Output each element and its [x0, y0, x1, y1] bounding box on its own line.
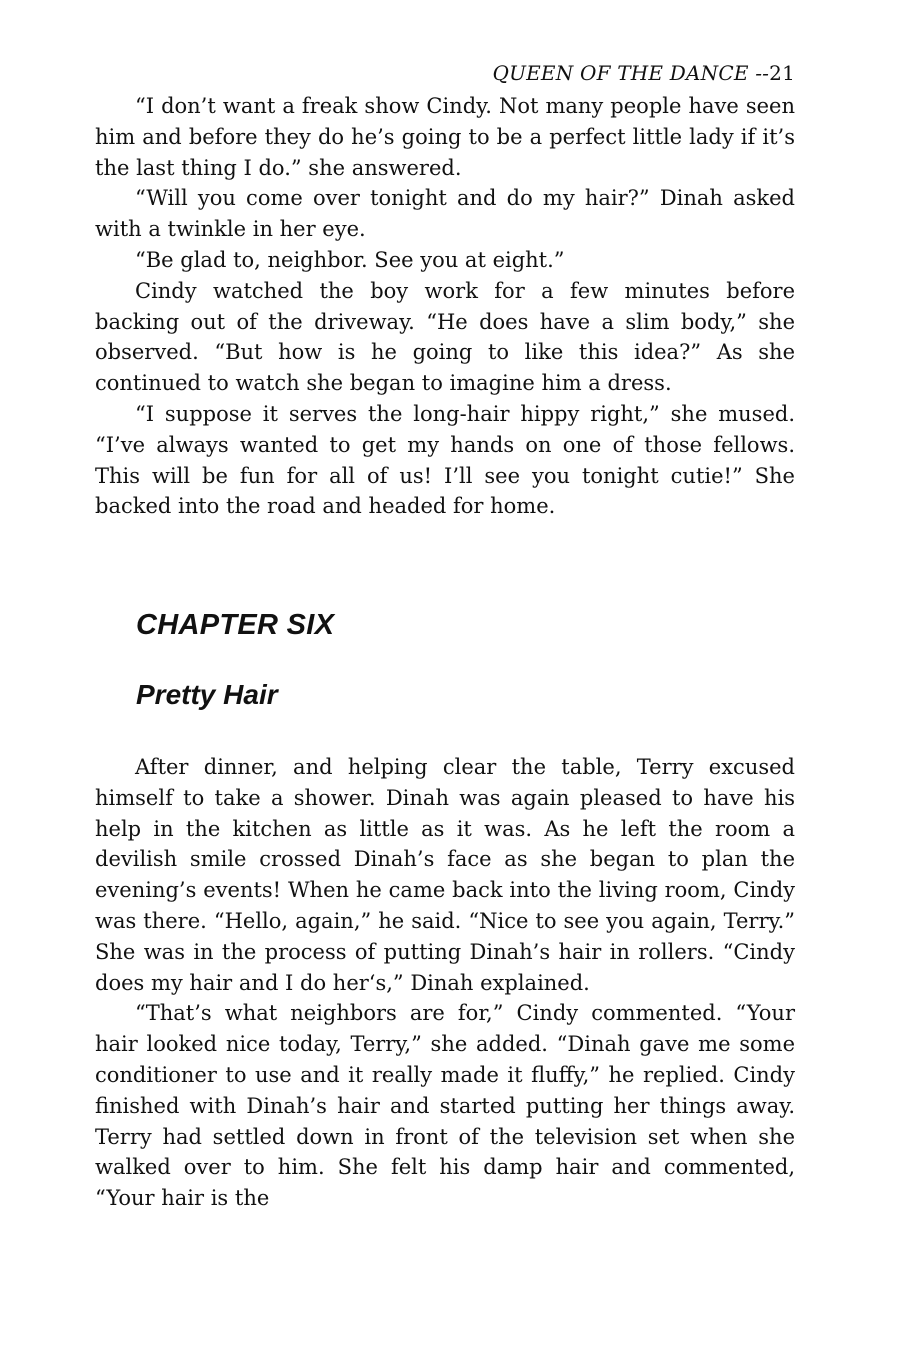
paragraph: “Will you come over tonight and do my hair?” Dinah asked with a twinkle in her eye.: [95, 186, 795, 242]
paragraph: “I don’t want a freak show Cindy. Not many people have seen him and before they do he’s going to be a perfect little lady if it’s the last thing I do.” she answered.: [95, 94, 795, 180]
running-header: [492, 61, 795, 85]
page-number: 21: [769, 61, 795, 85]
paragraph: “That’s what neighbors are for,” Cindy commented. “Your hair looked nice today, Terry,” she added. “Dinah gave me some conditioner to use and it really made it fluffy,” he replied. Cindy finished with Dinah’s hair and started putting her things away. Terry had settled down in front of the television set when she walked over to him. She felt his damp hair and commented, “Your hair is the: [95, 1001, 795, 1211]
body-text-chapter-six: [95, 752, 795, 1214]
paragraph: “I suppose it serves the long-hair hippy right,” she mused. “I’ve always wanted to get my hands on one of those fellows. This will be fun for all of us! I’ll see you tonight cutie!” She backed into the road and headed for home.: [95, 401, 795, 519]
paragraph: Cindy watched the boy work for a few minutes before backing out of the driveway. “He does have a slim body,” she observed. “But how is he going to like this idea?” As she continued to watch she began to imagine him a dress.: [95, 278, 795, 396]
chapter-heading: CHAPTER SIX: [136, 609, 335, 641]
paragraph: After dinner, and helping clear the table, Terry excused himself to take a shower. Dinah was again pleased to have his help in the kitchen as little as it was. As he left the room a devilish smile crossed Dinah’s face as she began to plan the evening’s events! When he came back into the living room, Cindy was there. “Hello, again,” he said. “Nice to see you again, Terry.” She was in the process of putting Dinah’s hair in rollers. “Cindy does my hair and I do her‘s,” Dinah explained.: [95, 755, 795, 995]
chapter-title: Pretty Hair: [136, 679, 278, 710]
header-separator: --: [755, 61, 770, 85]
body-text-before-chapter: [95, 91, 795, 522]
book-title: QUEEN OF THE DANCE: [492, 61, 749, 85]
paragraph: “Be glad to, neighbor. See you at eight.”: [135, 247, 565, 272]
